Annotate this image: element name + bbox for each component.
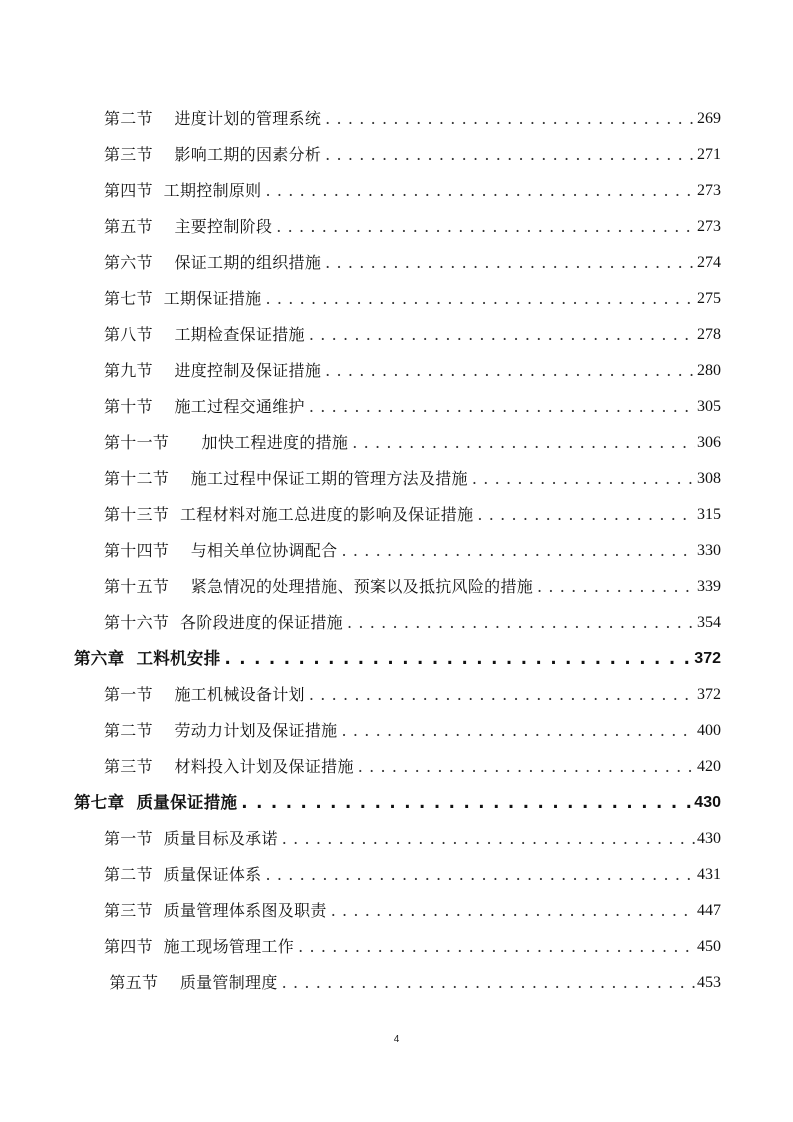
toc-entry[interactable] xyxy=(0,358,793,384)
toc-entry-page: 280 xyxy=(697,362,721,379)
toc-entry-title: 第十三节 工程材料对施工总进度的影响及保证措施 xyxy=(104,505,474,524)
toc-entry-page: 431 xyxy=(697,866,721,883)
toc-entry-title: 第十一节 加快工程进度的措施 xyxy=(104,433,349,452)
toc-entry[interactable] xyxy=(0,106,793,132)
dot-leader xyxy=(325,106,695,132)
toc-entry[interactable] xyxy=(0,250,793,276)
dot-leader xyxy=(477,502,695,528)
toc-entry[interactable] xyxy=(0,502,793,528)
dot-leader xyxy=(225,646,693,672)
dot-leader xyxy=(309,322,695,348)
toc-entry-page: 339 xyxy=(697,578,721,595)
toc-entry-page: 330 xyxy=(697,542,721,559)
toc-entry-page: 372 xyxy=(694,650,721,667)
toc-entry-page: 269 xyxy=(697,110,721,127)
toc-entry[interactable] xyxy=(0,934,793,960)
toc-entry[interactable] xyxy=(0,286,793,312)
toc-entry-title: 第九节 进度控制及保证措施 xyxy=(104,361,322,380)
toc-entry[interactable] xyxy=(0,214,793,240)
toc-entry-page: 278 xyxy=(697,326,721,343)
toc-entry-title: 第十节 施工过程交通维护 xyxy=(104,397,305,416)
dot-leader xyxy=(265,862,695,888)
toc-entry-title: 第三节 影响工期的因素分析 xyxy=(104,145,322,164)
toc-chapter-title: 第六章 工料机安排 xyxy=(74,649,221,668)
dot-leader xyxy=(341,538,695,564)
dot-leader xyxy=(309,394,695,420)
toc-entry-title: 第五节 质量管制理度 xyxy=(104,973,278,992)
toc-entry[interactable] xyxy=(0,610,793,636)
toc-entry-page: 447 xyxy=(697,902,721,919)
toc-chapter-entry[interactable] xyxy=(0,790,793,816)
toc-entry-title: 第四节 工期控制原则 xyxy=(104,181,262,200)
dot-leader xyxy=(298,934,695,960)
toc-entry-page: 450 xyxy=(697,938,721,955)
toc-entry-page: 420 xyxy=(697,758,721,775)
dot-leader xyxy=(358,754,695,780)
toc-entry-title: 第十五节 紧急情况的处理措施、预案以及抵抗风险的措施 xyxy=(104,577,534,596)
toc-entry-page: 372 xyxy=(697,686,721,703)
toc-entry-title: 第五节 主要控制阶段 xyxy=(104,217,273,236)
toc-entry-title: 第一节 施工机械设备计划 xyxy=(104,685,305,704)
toc-entry[interactable] xyxy=(0,574,793,600)
toc-entry-title: 第六节 保证工期的组织措施 xyxy=(104,253,322,272)
toc-entry-title: 第十四节 与相关单位协调配合 xyxy=(104,541,338,560)
dot-leader xyxy=(347,610,695,636)
toc-entry[interactable] xyxy=(0,538,793,564)
toc-entry[interactable] xyxy=(0,322,793,348)
toc-entry-page: 306 xyxy=(697,434,721,451)
toc-entry[interactable] xyxy=(0,826,793,852)
toc-entry-page: 275 xyxy=(697,290,721,307)
toc-entry-title: 第三节 质量管理体系图及职责 xyxy=(104,901,327,920)
toc-entry-title: 第十二节 施工过程中保证工期的管理方法及措施 xyxy=(104,469,468,488)
dot-leader xyxy=(325,250,695,276)
dot-leader xyxy=(309,682,695,708)
dot-leader xyxy=(325,358,695,384)
toc-entry-page: 354 xyxy=(697,614,721,631)
toc-entry[interactable] xyxy=(0,754,793,780)
toc-entry-page: 305 xyxy=(697,398,721,415)
toc-entry[interactable] xyxy=(0,898,793,924)
dot-leader xyxy=(265,178,695,204)
dot-leader xyxy=(352,430,695,456)
toc-entry-page: 315 xyxy=(697,506,721,523)
toc-entry[interactable] xyxy=(0,394,793,420)
toc-entry[interactable] xyxy=(0,682,793,708)
toc-entry-page: 400 xyxy=(697,722,721,739)
dot-leader xyxy=(472,466,695,492)
toc-entry-title: 第八节 工期检查保证措施 xyxy=(104,325,305,344)
toc-entry[interactable] xyxy=(0,466,793,492)
toc-entry-page: 273 xyxy=(697,182,721,199)
toc-entry-title: 第二节 进度计划的管理系统 xyxy=(104,109,322,128)
dot-leader xyxy=(282,826,695,852)
toc-entry-page: 430 xyxy=(697,830,721,847)
toc-entry-title: 第二节 质量保证体系 xyxy=(104,865,262,884)
toc-entry-title: 第二节 劳动力计划及保证措施 xyxy=(104,721,338,740)
dot-leader xyxy=(282,970,695,996)
toc-entry[interactable] xyxy=(0,862,793,888)
page-number: 4 xyxy=(393,1034,400,1045)
toc-entry[interactable] xyxy=(0,718,793,744)
toc-entry-title: 第十六节 各阶段进度的保证措施 xyxy=(104,613,343,632)
toc-entry[interactable] xyxy=(0,142,793,168)
toc-entry-page: 430 xyxy=(694,794,721,811)
toc-chapter-entry[interactable] xyxy=(0,646,793,672)
toc-entry-page: 308 xyxy=(697,470,721,487)
dot-leader xyxy=(241,790,692,816)
dot-leader xyxy=(537,574,695,600)
toc-entry[interactable] xyxy=(0,178,793,204)
toc-entry-title: 第三节 材料投入计划及保证措施 xyxy=(104,757,354,776)
toc-entry-page: 453 xyxy=(697,974,721,991)
toc-entry[interactable] xyxy=(0,430,793,456)
toc-entry-page: 274 xyxy=(697,254,721,271)
dot-leader xyxy=(331,898,695,924)
toc-entry-title: 第一节 质量目标及承诺 xyxy=(104,829,278,848)
toc-entry[interactable] xyxy=(0,970,793,996)
toc-entry-page: 271 xyxy=(697,146,721,163)
dot-leader xyxy=(325,142,695,168)
toc-entry-page: 273 xyxy=(697,218,721,235)
toc-entry-title: 第四节 施工现场管理工作 xyxy=(104,937,295,956)
dot-leader xyxy=(341,718,695,744)
dot-leader xyxy=(265,286,695,312)
dot-leader xyxy=(276,214,695,240)
toc-chapter-title: 第七章 质量保证措施 xyxy=(74,793,238,812)
toc-entry-title: 第七节 工期保证措施 xyxy=(104,289,262,308)
